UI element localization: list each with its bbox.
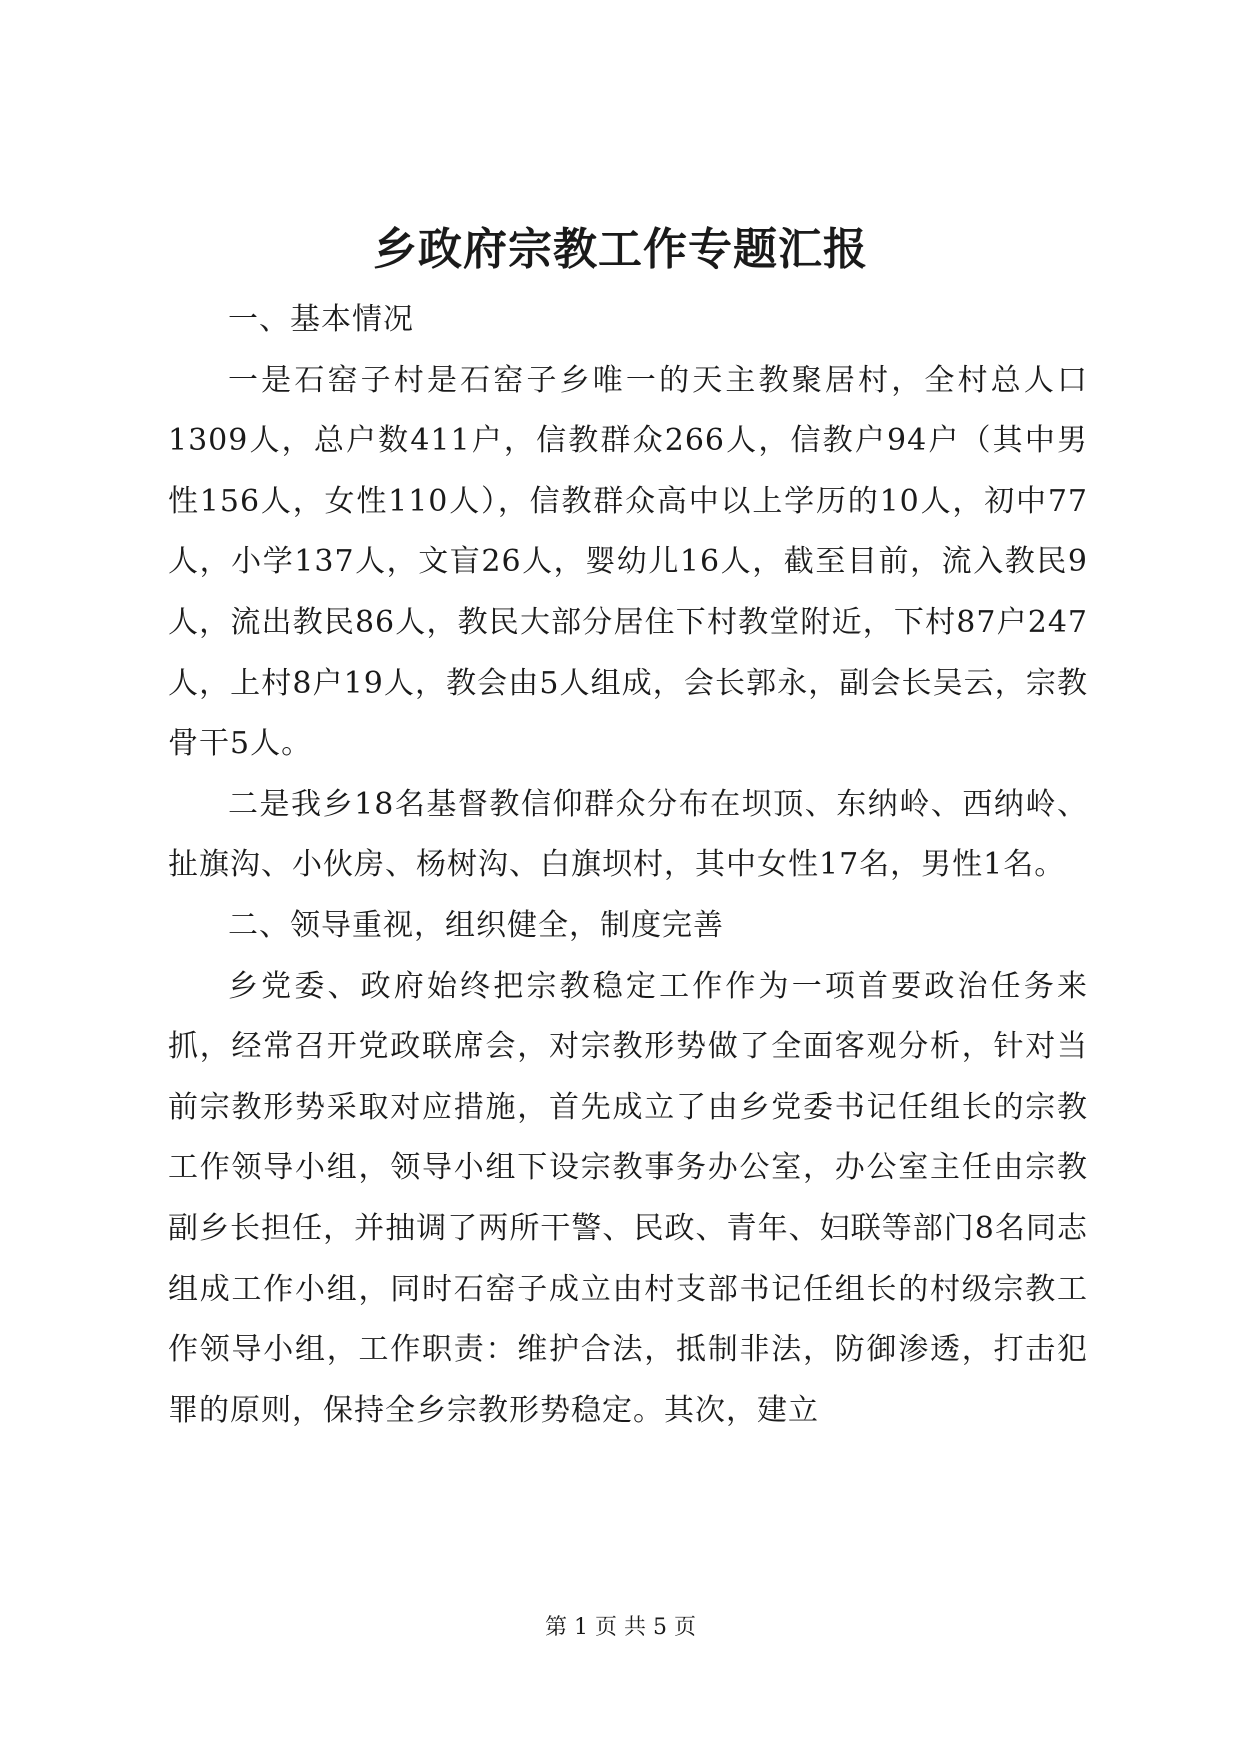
document-body xyxy=(168,290,1088,1441)
document-title: 乡政府宗教工作专题汇报 xyxy=(373,224,868,275)
section-heading-basic-situation: 一、基本情况 xyxy=(228,302,414,337)
page-footer xyxy=(0,1613,1241,1643)
paragraph: 一是石窑子村是石窑子乡唯一的天主教聚居村，全村总人口1309人，总户数411户，信教群众266人，信教户94户（其中男性156人，女性110人），信教群众高中以上学历的10人，初中77人，小学137人，文盲26人，婴幼儿16人，截至目前，流入教民9人，流出教民86人，教民大部分居住下村教堂附近，下村87户247人，上村8户19人，教会由5人组成，会长郭永，副会长吴云，宗教骨干5人。 xyxy=(168,362,1088,762)
paragraph: 乡党委、政府始终把宗教稳定工作作为一项首要政治任务来抓，经常召开党政联席会，对宗教形势做了全面客观分析，针对当前宗教形势采取对应措施，首先成立了由乡党委书记任组长的宗教工作领导小组，领导小组下设宗教事务办公室，办公室主任由宗教副乡长担任，并抽调了两所干警、民政、青年、妇联等部门8名同志组成工作小组，同时石窑子成立由村支部书记任组长的村级宗教工作领导小组，工作职责：维护合法，抵制非法，防御渗透，打击犯罪的原则，保持全乡宗教形势稳定。其次，建立 xyxy=(168,968,1088,1428)
paragraph: 二是我乡18名基督教信仰群众分布在坝顶、东纳岭、西纳岭、扯旗沟、小伙房、杨树沟、白旗坝村，其中女性17名，男性1名。 xyxy=(168,786,1088,883)
section-heading-leadership: 二、领导重视，组织健全，制度完善 xyxy=(228,907,724,943)
page-number-label: 第 1 页 共 5 页 xyxy=(545,1615,696,1640)
